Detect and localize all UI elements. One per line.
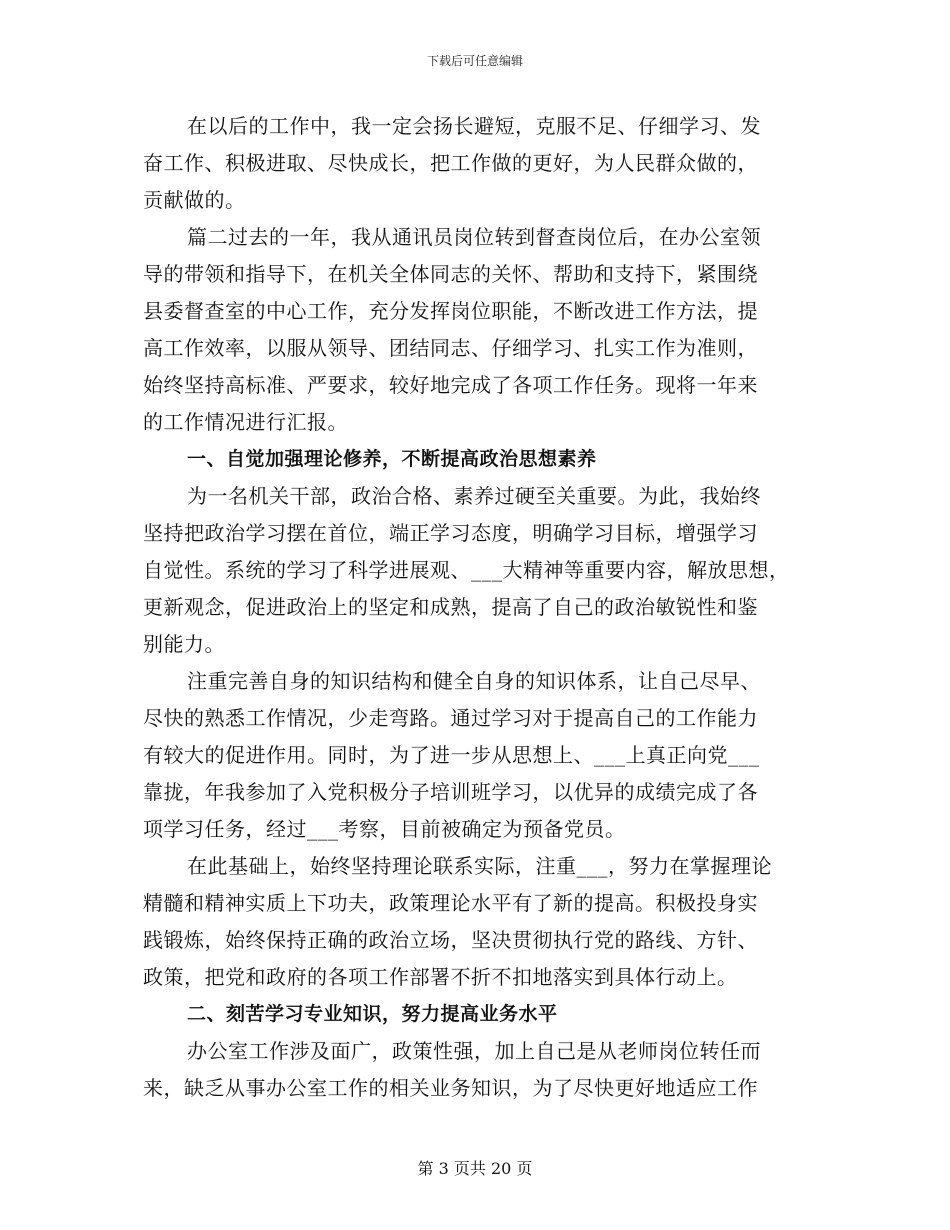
text-line: 注重完善自身的知识结构和健全自身的知识体系，让自己尽早、: [187, 669, 761, 693]
text-line: 奋工作、积极进取、尽快成长，把工作做的更好，为人民群众做的，: [143, 151, 758, 175]
text-line: 来，缺乏从事办公室工作的相关业务知识，为了尽快更好地适应工作: [143, 1076, 758, 1100]
text-line: 办公室工作涉及面广，政策性强，加上自己是从老师岗位转任而: [187, 1039, 761, 1063]
text-line: 在以后的工作中，我一定会扬长避短，克服不足、仔细学习、发: [187, 114, 761, 138]
text-line: 精髓和精神实质上下功夫，政策理论水平有了新的提高。积极投身实: [143, 891, 758, 915]
text-line: 别能力。: [143, 632, 225, 656]
text-line: 项学习任务，经过___考察，目前被确定为预备党员。: [143, 817, 626, 841]
text-line: 政策，把党和政府的各项工作部署不折不扣地落实到具体行动上。: [143, 965, 738, 989]
text-line: 高工作效率，以服从领导、团结同志、仔细学习、扎实工作为准则，: [143, 336, 758, 360]
page-footer: 第 3 页共 20 页: [417, 1159, 533, 1178]
section-heading: 一、自觉加强理论修养，不断提高政治思想素养: [187, 448, 597, 470]
text-line: 践锻炼，始终保持正确的政治立场，坚决贯彻执行党的路线、方针、: [143, 928, 758, 952]
text-line: 尽快的熟悉工作情况，少走弯路。通过学习对于提高自己的工作能力: [143, 706, 758, 730]
text-line: 贡献做的。: [143, 188, 246, 212]
text-line: 靠拢，年我参加了入党积极分子培训班学习，以优异的成绩完成了各: [143, 780, 758, 804]
text-line: 的工作情况进行汇报。: [143, 410, 348, 434]
text-line: 为一名机关干部，政治合格、素养过硬至关重要。为此，我始终: [187, 484, 761, 508]
section-heading: 二、刻苦学习专业知识，努力提高业务水平: [187, 1003, 558, 1025]
page-header: 下载后可任意编辑: [426, 54, 523, 68]
text-line: 始终坚持高标准、严要求，较好地完成了各项工作任务。现将一年来: [143, 373, 758, 397]
text-line: 在此基础上，始终坚持理论联系实际，注重___，努力在掌握理论: [187, 854, 772, 878]
text-line: 县委督查室的中心工作，充分发挥岗位职能，不断改进工作方法，提: [143, 299, 758, 323]
text-line: 更新观念，促进政治上的坚定和成熟，提高了自己的政治敏锐性和鉴: [143, 595, 758, 619]
text-line: 导的带领和指导下，在机关全体同志的关怀、帮助和支持下，紧围绕: [143, 262, 758, 286]
text-line: 坚持把政治学习摆在首位，端正学习态度，明确学习目标，增强学习: [143, 521, 758, 545]
text-line: 篇二过去的一年，我从通讯员岗位转到督查岗位后，在办公室领: [187, 225, 761, 249]
document-body: [143, 108, 809, 1107]
text-line: 有较大的促进作用。同时，为了进一步从思想上、___上真正向党___: [143, 743, 760, 767]
text-line: 自觉性。系统的学习了科学进展观、___大精神等重要内容，解放思想，: [143, 558, 790, 582]
